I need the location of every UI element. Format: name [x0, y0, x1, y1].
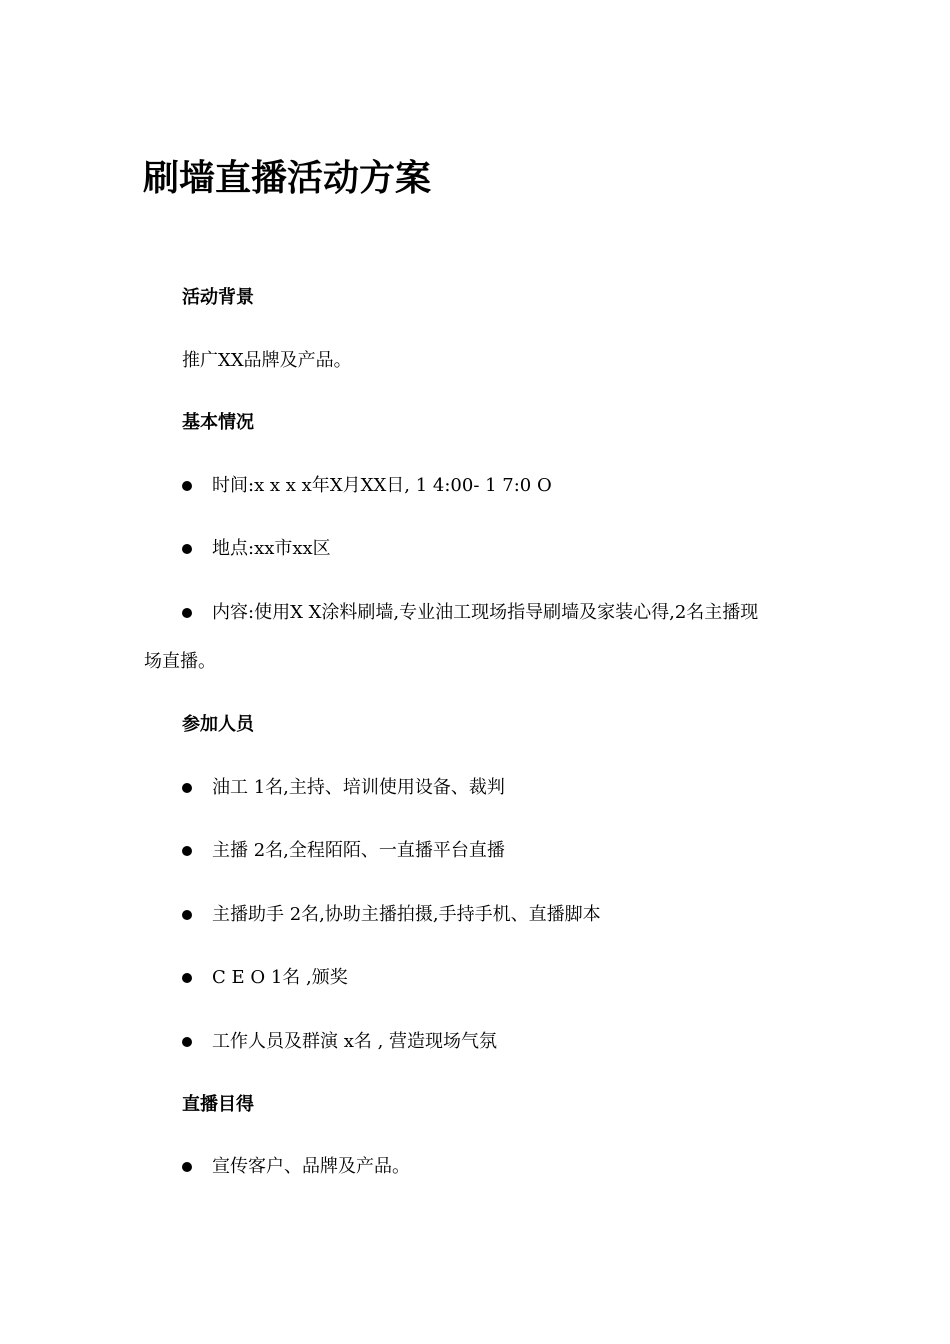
- bullet-icon: [182, 783, 192, 793]
- list-item-text: 内容:使用X X涂料刷墙,专业油工现场指导刷墙及家装心得,2名主播现: [212, 602, 759, 623]
- bullet-icon: [182, 846, 192, 856]
- list-item-text: 工作人员及群演 x名 , 营造现场气氛: [212, 1031, 498, 1052]
- section-heading-purpose: 直播目得: [182, 1094, 254, 1115]
- list-item-text: 油工 1名,主持、培训使用设备、裁判: [212, 777, 505, 798]
- list-item-text: 宣传客户、品牌及产品。: [212, 1156, 410, 1177]
- list-item-text: 主播助手 2名,协助主播拍摄,手持手机、直播脚本: [212, 904, 601, 925]
- bullet-icon: [182, 481, 192, 491]
- bullet-icon: [182, 973, 192, 983]
- list-item-text: 主播 2名,全程陌陌、一直播平台直播: [212, 840, 505, 861]
- section-heading-staff: 参加人员: [182, 714, 254, 735]
- bullet-icon: [182, 910, 192, 920]
- list-item-text: C E O 1名 ,颁奖: [212, 967, 348, 988]
- list-item-continuation: 场直播。: [144, 651, 216, 672]
- section-heading-basic: 基本情况: [182, 412, 254, 433]
- bullet-icon: [182, 1037, 192, 1047]
- document-title: 刷墙直播活动方案: [143, 158, 432, 199]
- list-item-text: 地点:xx市xx区: [212, 538, 331, 559]
- bullet-icon: [182, 608, 192, 618]
- background-text: 推广XX品牌及产品。: [182, 350, 352, 371]
- section-heading-background: 活动背景: [182, 287, 254, 308]
- bullet-icon: [182, 544, 192, 554]
- bullet-icon: [182, 1162, 192, 1172]
- list-item-text: 时间:x x x x年X月XX日, 1 4:00- 1 7:0 O: [212, 475, 552, 496]
